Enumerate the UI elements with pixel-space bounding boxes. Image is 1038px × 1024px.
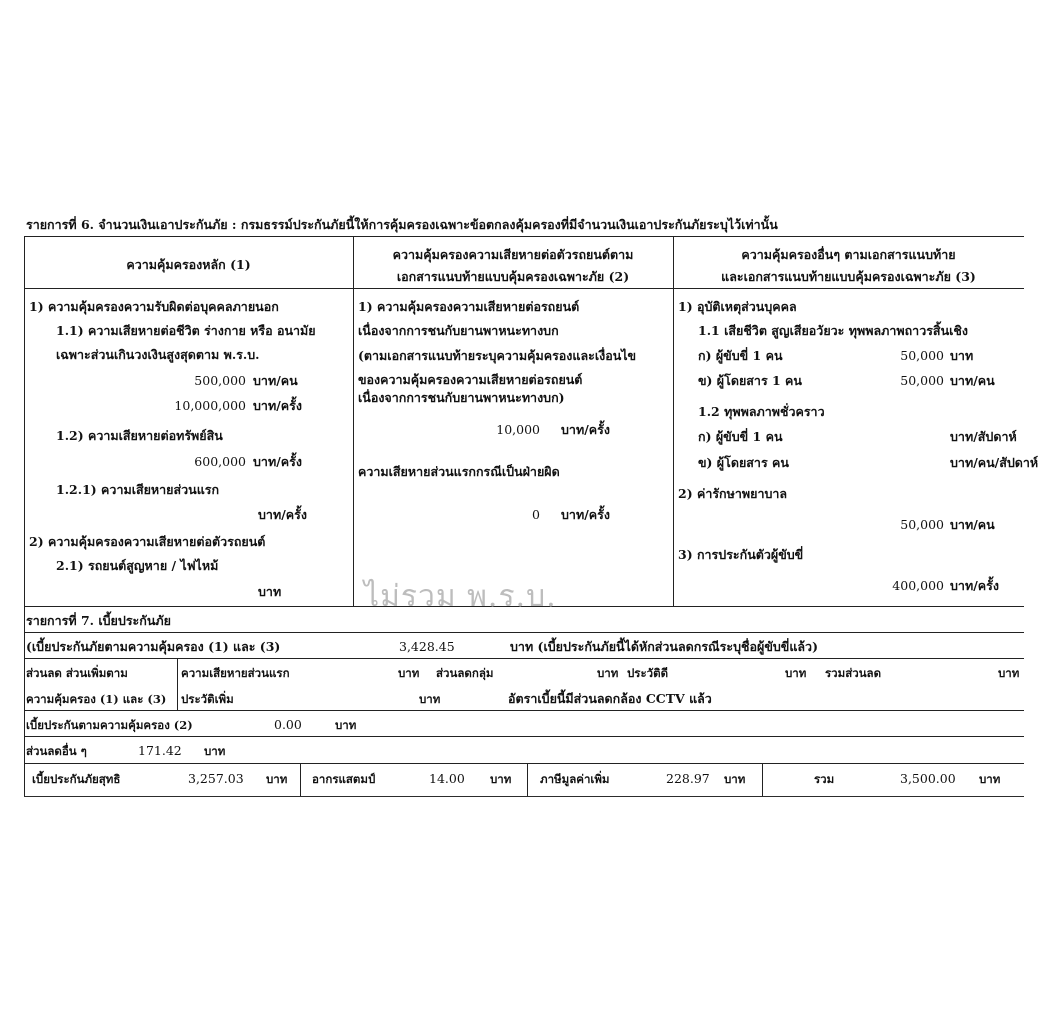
unit-baht: บาท	[998, 666, 1020, 680]
col1-value: 600,000	[194, 454, 246, 469]
col3-value: 400,000	[892, 578, 944, 593]
col3-value: 50,000	[900, 517, 944, 532]
item6-title: รายการที่ 6. จำนวนเงินเอาประกันภัย : กรมธรรม์ประกันภัยนี้ให้การคุ้มครองเฉพาะข้อตกลงคุ้มครองที่มีจำนวนเงินเอาประกันภัยระบุไว้เท่านั้น	[26, 217, 778, 232]
col1-line: เฉพาะส่วนเกินวงเงินสูงสุดตาม พ.ร.บ.	[56, 347, 260, 362]
net-premium-value: 3,257.03	[188, 771, 244, 786]
col1-unit: บาท/ครั้ง	[253, 454, 302, 469]
total-value: 3,500.00	[900, 771, 956, 786]
unit-baht: บาท	[398, 666, 420, 680]
unit-baht: บาท	[724, 772, 746, 786]
col2-value: 10,000	[496, 422, 540, 437]
col3-unit: บาท/คน/สัปดาห์	[950, 455, 1038, 470]
coverage2-premium-value: 0.00	[274, 717, 302, 732]
col1-line: 1) ความคุ้มครองความรับผิดต่อบุคคลภายนอก	[29, 299, 279, 314]
col3-value: 50,000	[900, 348, 944, 363]
col2-line: (ตามเอกสารแนบท้ายระบุความคุ้มครองและเงื่อนไข	[358, 348, 637, 363]
col1-unit: บาท	[258, 584, 282, 599]
total-discount-label: รวมส่วนลด	[825, 666, 882, 680]
col1-line: 1.2.1) ความเสียหายส่วนแรก	[56, 482, 220, 497]
col3-line: 3) การประกันตัวผู้ขับขี่	[678, 547, 804, 562]
vat-value: 228.97	[666, 771, 710, 786]
unit-baht: บาท	[266, 772, 288, 786]
good-history-label: ประวัติดี	[627, 666, 669, 680]
col3-line: ข) ผู้โดยสาร คน	[698, 455, 789, 470]
discount-label: ความคุ้มครอง (1) และ (3)	[26, 692, 167, 706]
rule	[24, 236, 25, 796]
other-discount-value: 171.42	[138, 743, 182, 758]
col1-value: 10,000,000	[174, 398, 246, 413]
col1-unit: บาท/คน	[253, 373, 298, 388]
col1-line: 2) ความคุ้มครองความเสียหายต่อตัวรถยนต์	[29, 534, 266, 549]
premium-label: (เบี้ยประกันภัยตามความคุ้มครอง (1) และ (3)	[26, 639, 281, 654]
col1-line: 2.1) รถยนต์สูญหาย / ไฟไหม้	[56, 558, 219, 573]
unit-baht: บาท	[335, 718, 357, 732]
rule	[24, 632, 1024, 633]
cctv-note: อัตราเบี้ยนี้มีส่วนลดกล้อง CCTV แล้ว	[508, 691, 712, 706]
group-discount-label: ส่วนลดกลุ่ม	[436, 666, 494, 680]
unit-baht: บาท	[204, 744, 226, 758]
col1-line: 1.2) ความเสียหายต่อทรัพย์สิน	[56, 428, 223, 443]
unit-baht: บาท	[979, 772, 1001, 786]
item7-title: รายการที่ 7. เบี้ยประกันภัย	[26, 613, 171, 628]
col3-line: ก) ผู้ขับขี่ 1 คน	[698, 429, 783, 444]
vat-label: ภาษีมูลค่าเพิ่ม	[540, 772, 610, 786]
col3-unit: บาท/คน	[950, 517, 995, 532]
rule	[353, 236, 354, 606]
rule	[24, 710, 1024, 711]
rule	[673, 236, 674, 606]
other-discount-label: ส่วนลดอื่น ๆ	[26, 744, 87, 758]
col2-line: เนื่องจากการชนกับยานพาหนะทางบก	[358, 323, 559, 338]
col1-value: 500,000	[194, 373, 246, 388]
col3-unit: บาท	[950, 348, 974, 363]
unit-baht: บาท	[490, 772, 512, 786]
col1-line: 1.1) ความเสียหายต่อชีวิต ร่างกาย หรือ อนามัย	[56, 323, 316, 338]
col3-line: 1.1 เสียชีวิต สูญเสียอวัยวะ ทุพพลภาพถาวรสิ้นเชิง	[698, 323, 968, 338]
col3-unit: บาท/ครั้ง	[950, 578, 999, 593]
stamp-duty-value: 14.00	[429, 771, 465, 786]
col2-unit: บาท/ครั้ง	[561, 507, 610, 522]
rule	[24, 736, 1024, 737]
rule	[527, 763, 528, 796]
unit-baht: บาท	[419, 692, 441, 706]
stamp-duty-label: อากรแสตมป์	[312, 772, 376, 786]
col2-unit: บาท/ครั้ง	[561, 422, 610, 437]
policy-schedule-document	[24, 208, 1038, 810]
col2-header-line1: ความคุ้มครองความเสียหายต่อตัวรถยนต์ตาม	[392, 247, 634, 262]
discount-label: ส่วนลด ส่วนเพิ่มตาม	[26, 666, 128, 680]
rule	[24, 763, 1024, 764]
col3-unit: บาท/คน	[950, 373, 995, 388]
col3-line: 2) ค่ารักษาพยาบาล	[678, 486, 788, 501]
col3-line: ก) ผู้ขับขี่ 1 คน	[698, 348, 783, 363]
col2-header-line2: เอกสารแนบท้ายแบบคุ้มครองเฉพาะภัย (2)	[396, 269, 630, 284]
col3-unit: บาท/สัปดาห์	[950, 429, 1017, 444]
col1-header: ความคุ้มครองหลัก (1)	[126, 257, 251, 272]
rule	[24, 658, 1024, 659]
watermark-stamp: ไม่รวม พ.ร.บ.	[364, 579, 557, 614]
net-premium-label: เบี้ยประกันภัยสุทธิ	[32, 772, 121, 786]
deductible-label: ความเสียหายส่วนแรก	[181, 666, 290, 680]
col2-line: ของความคุ้มครองความเสียหายต่อรถยนต์	[358, 372, 583, 387]
col2-value: 0	[532, 507, 540, 522]
total-label: รวม	[814, 772, 835, 786]
col3-line: ข) ผู้โดยสาร 1 คน	[698, 373, 802, 388]
col1-unit: บาท/ครั้ง	[258, 507, 307, 522]
premium-note: บาท (เบี้ยประกันภัยนี้ได้หักส่วนลดกรณีระบุชื่อผู้ขับขี่แล้ว)	[510, 639, 818, 654]
unit-baht: บาท	[785, 666, 807, 680]
col3-line: 1) อุบัติเหตุส่วนบุคคล	[678, 299, 797, 314]
unit-baht: บาท	[597, 666, 619, 680]
rule	[177, 658, 178, 710]
rule	[24, 288, 1024, 289]
cropped-edge	[24, 796, 1024, 810]
coverage2-premium-label: เบี้ยประกันตามความคุ้มครอง (2)	[26, 718, 193, 732]
col3-value: 50,000	[900, 373, 944, 388]
history-surcharge-label: ประวัติเพิ่ม	[181, 692, 234, 706]
col2-line: เนื่องจากการชนกับยานพาหนะทางบก)	[358, 390, 565, 405]
rule	[24, 236, 1024, 237]
col3-line: 1.2 ทุพพลภาพชั่วคราว	[698, 404, 825, 419]
col3-header-line1: ความคุ้มครองอื่นๆ ตามเอกสารแนบท้าย	[741, 247, 956, 262]
col3-header-line2: และเอกสารแนบท้ายแบบคุ้มครองเฉพาะภัย (3)	[721, 269, 976, 284]
col2-line: ความเสียหายส่วนแรกกรณีเป็นฝ่ายผิด	[358, 464, 560, 479]
rule	[300, 763, 301, 796]
col2-line: 1) ความคุ้มครองความเสียหายต่อรถยนต์	[358, 299, 580, 314]
premium-value: 3,428.45	[399, 639, 455, 654]
col1-unit: บาท/ครั้ง	[253, 398, 302, 413]
rule	[762, 763, 763, 796]
